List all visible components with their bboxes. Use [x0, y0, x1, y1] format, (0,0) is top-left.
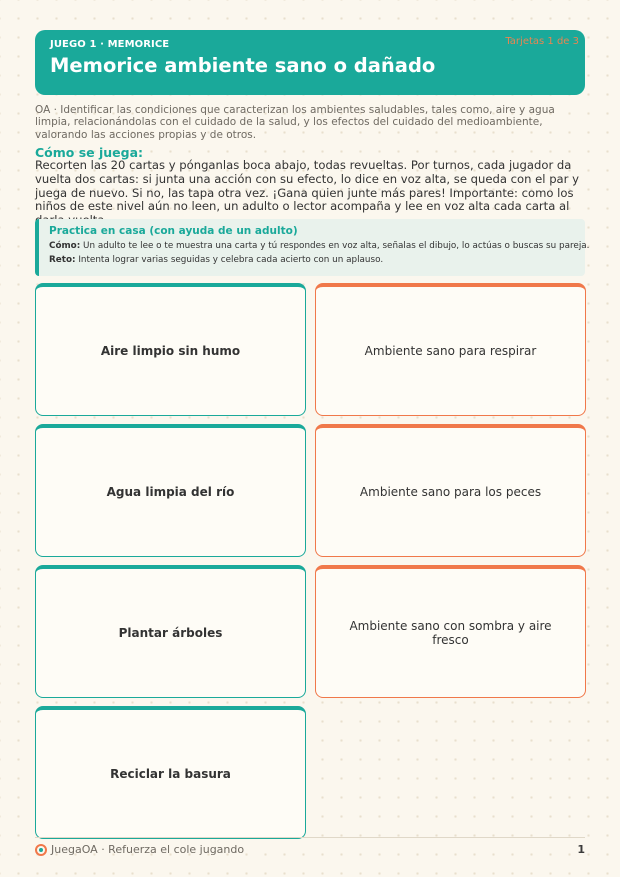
card-action: Aire limpio sin humo [35, 283, 306, 416]
practice-how-text: Un adulto te lee o te muestra una carta y tú respondes en voz alta, señalas el dibujo, lo actúas o buscas su pareja. [83, 241, 590, 251]
practice-challenge [49, 255, 575, 265]
game-kicker: JUEGO 1 · MEMORICE [50, 39, 170, 50]
target-icon [35, 844, 47, 856]
practice-box [35, 219, 590, 276]
learning-objective: OA · Identificar las condiciones que caracterizan los ambientes saludables, tales como, aire y agua limpia, relacionándolas con el cuidado de la salud, y los efectos del cuidado del medioambiente, valorando las acciones propias y de otros. [35, 104, 555, 141]
card-effect: Ambiente sano para respirar [315, 283, 586, 416]
practice-heading: Practica en casa (con ayuda de un adulto) [49, 225, 298, 237]
practice-challenge-text: Intenta lograr varias seguidas y celebra cada acierto con un aplauso. [78, 255, 384, 265]
practice-how [49, 241, 590, 251]
footer [35, 843, 585, 859]
title-banner [35, 30, 585, 95]
card-effect: Ambiente sano para los peces [315, 424, 586, 557]
practice-challenge-label: Reto: [49, 255, 76, 265]
card-action: Reciclar la basura [35, 706, 306, 839]
page-number: 1 [577, 843, 585, 856]
how-to-play-heading: Cómo se juega: [35, 145, 144, 160]
footer-divider [35, 837, 585, 838]
page-title: Memorice ambiente sano o dañado [50, 54, 436, 77]
how-to-play-text: Recorten las 20 cartas y pónganlas boca abajo, todas revueltas. Por turnos, cada jugador da vuelta dos cartas: si junta una acción con su efecto, lo dice en voz alta, se queda con el par y juega de nuevo. Si no, las tapa otra vez. ¡Gana quien junte más pares! Importante: como los niños de este nivel aún no leen, un adulto o lector acompaña y lee en voz alta cada carta al [35, 158, 579, 214]
card-effect: Ambiente sano con sombra y aire fresco [315, 565, 586, 698]
sheet-tag: Tarjetas 1 de 3 [505, 36, 579, 47]
footer-brand: JuegaOA · Refuerza el cole jugando [51, 843, 245, 856]
practice-how-label: Cómo: [49, 241, 81, 251]
card-action: Agua limpia del río [35, 424, 306, 557]
card-action: Plantar árboles [35, 565, 306, 698]
card-grid [35, 283, 586, 839]
